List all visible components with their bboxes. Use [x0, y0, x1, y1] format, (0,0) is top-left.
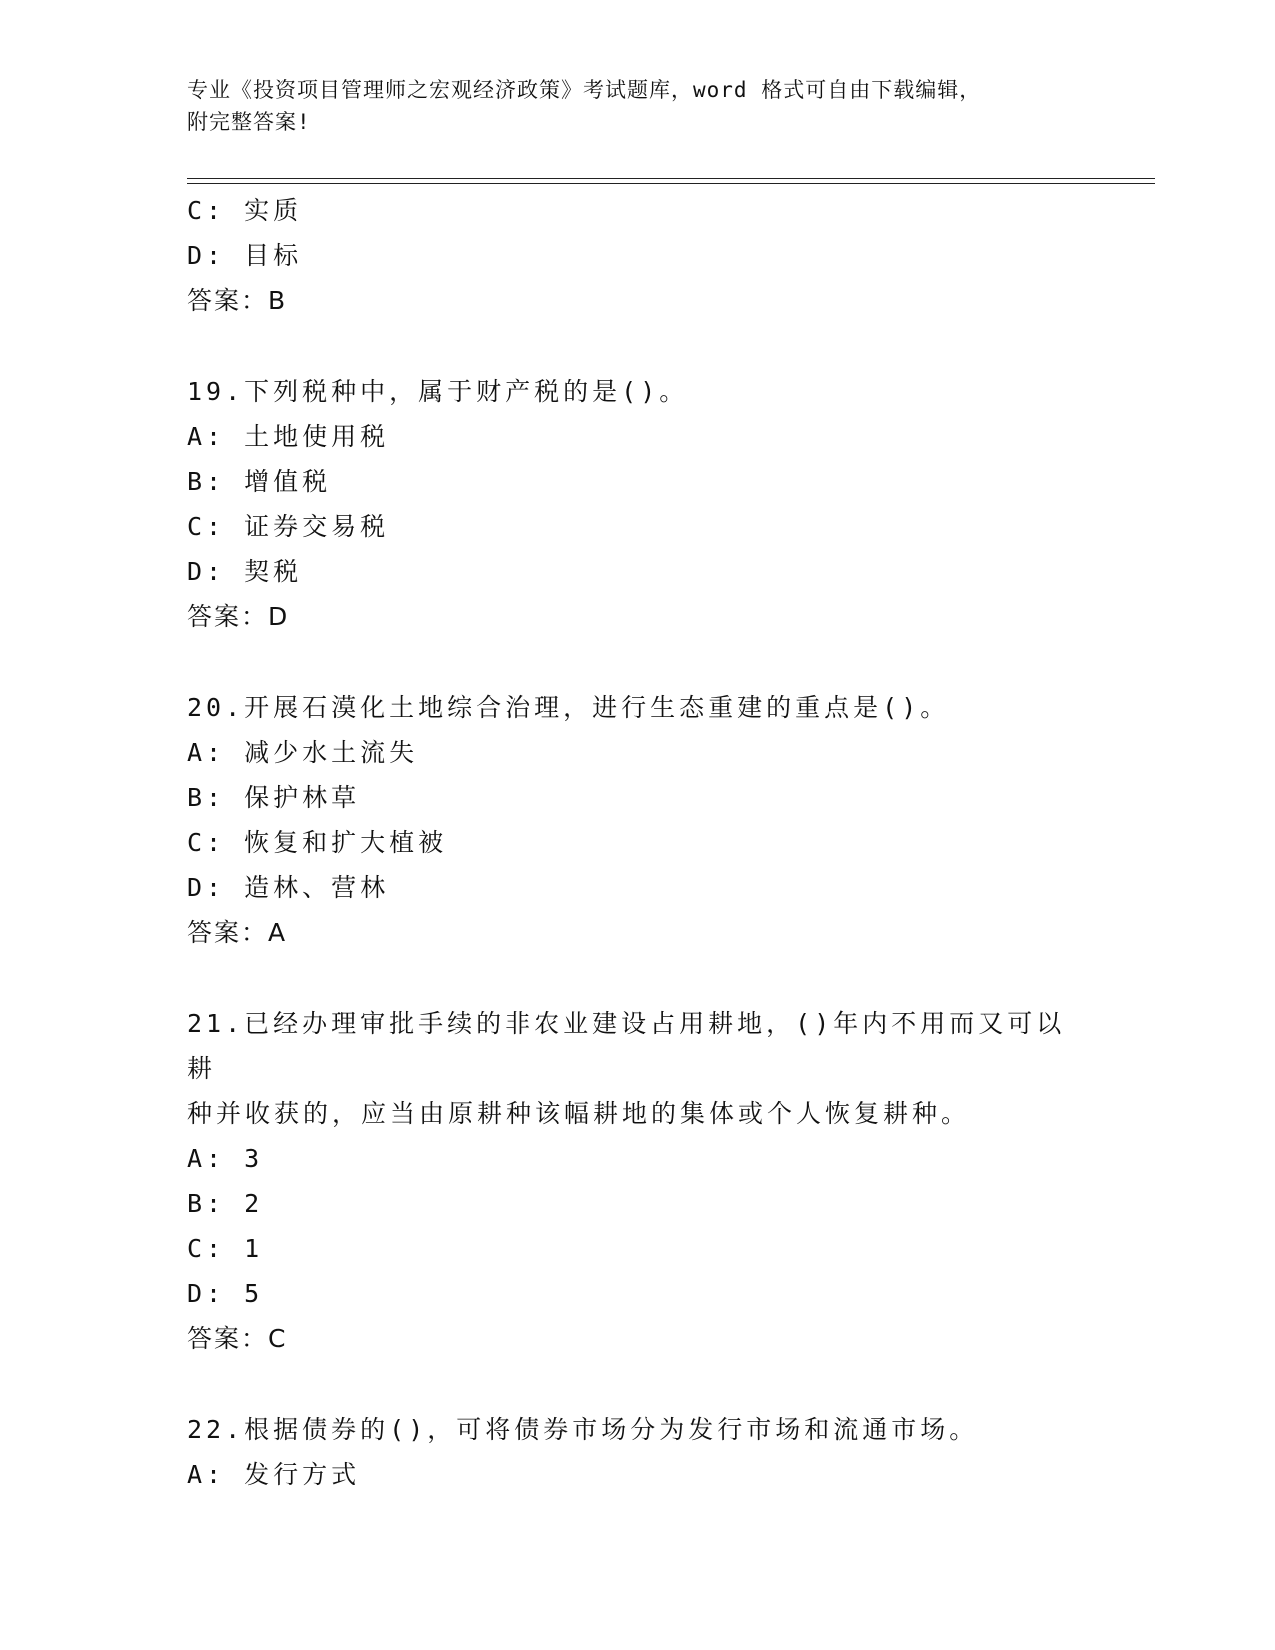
- question-20: [187, 685, 1087, 955]
- question-text: 20.开展石漠化土地综合治理，进行生态重建的重点是()。: [187, 693, 950, 722]
- answer: 答案：C: [187, 1324, 288, 1353]
- question-text-line-1: 21.已经办理审批手续的非农业建设占用耕地，()年内不用而又可以耕: [187, 1009, 1066, 1083]
- option-c: C: 恢复和扩大植被: [187, 828, 448, 857]
- option-d: D: 契税: [187, 557, 303, 586]
- page-header: [187, 74, 1087, 138]
- option-b: B: 保护林草: [187, 783, 361, 812]
- header-rule-top: [187, 178, 1155, 179]
- answer: 答案：A: [187, 918, 288, 947]
- question-21: [187, 1001, 1087, 1361]
- question-19: [187, 369, 1087, 639]
- option-c: C: 1: [187, 1234, 264, 1263]
- spacer: [187, 323, 1087, 369]
- header-line-1: 专业《投资项目管理师之宏观经济政策》考试题库，word 格式可自由下载编辑，: [187, 78, 982, 102]
- option-d: D: 造林、营林: [187, 873, 390, 902]
- option-c: C: 实质: [187, 196, 303, 225]
- option-c: C: 证券交易税: [187, 512, 390, 541]
- question-list: [187, 188, 1087, 1497]
- option-d: D: 5: [187, 1279, 264, 1308]
- question-18-tail: [187, 188, 1087, 323]
- question-22: [187, 1407, 1087, 1497]
- answer: 答案：D: [187, 602, 290, 631]
- spacer: [187, 955, 1087, 1001]
- option-a: A: 3: [187, 1144, 264, 1173]
- spacer: [187, 1361, 1087, 1407]
- option-a: A: 土地使用税: [187, 422, 390, 451]
- question-text: 22.根据债券的()，可将债券市场分为发行市场和流通市场。: [187, 1415, 979, 1444]
- option-b: B: 2: [187, 1189, 264, 1218]
- header-rule-bottom: [187, 183, 1155, 184]
- option-d: D: 目标: [187, 241, 303, 270]
- header-line-2: 附完整答案!: [187, 110, 311, 134]
- question-text-line-2: 种并收获的，应当由原耕种该幅耕地的集体或个人恢复耕种。: [187, 1099, 971, 1128]
- spacer: [187, 639, 1087, 685]
- option-a: A: 发行方式: [187, 1460, 361, 1489]
- answer: 答案：B: [187, 286, 288, 315]
- option-a: A: 减少水土流失: [187, 738, 419, 767]
- option-b: B: 增值税: [187, 467, 332, 496]
- question-text: 19.下列税种中，属于财产税的是()。: [187, 377, 689, 406]
